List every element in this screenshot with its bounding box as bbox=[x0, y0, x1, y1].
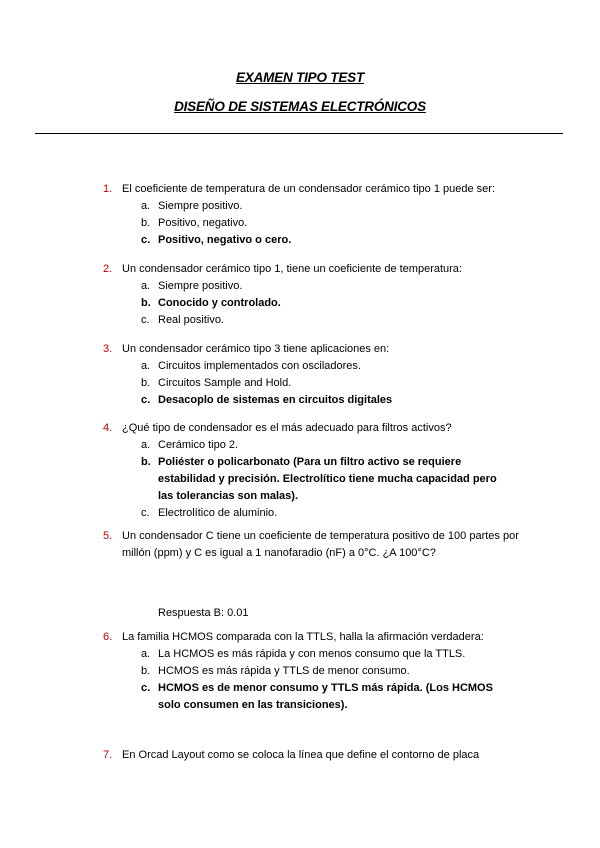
option-a: a. Circuitos implementados con osciladores. bbox=[141, 360, 361, 372]
option-a: a. La HCMOS es más rápida y con menos consumo que la TTLS. bbox=[141, 648, 466, 660]
option-b: b. HCMOS es más rápida y TTLS de menor consumo. bbox=[141, 665, 410, 677]
options-list bbox=[141, 646, 511, 714]
option-a: a. Siempre positivo. bbox=[141, 200, 243, 212]
question-text: En Orcad Layout como se coloca la línea que define el contorno de placa bbox=[122, 749, 480, 761]
option-b: b. Circuitos Sample and Hold. bbox=[141, 377, 292, 389]
question-text: El coeficiente de temperatura de un condensador cerámico tipo 1 puede ser: bbox=[122, 183, 496, 195]
option-a: a. Siempre positivo. bbox=[141, 280, 243, 292]
question-number: 3. bbox=[103, 343, 113, 355]
options-list bbox=[141, 358, 521, 409]
option-b: b. Positivo, negativo. bbox=[141, 217, 248, 229]
question-text: Un condensador cerámico tipo 3 tiene aplicaciones en: bbox=[122, 343, 390, 355]
option-a: a. Cerámico tipo 2. bbox=[141, 439, 239, 451]
option-c: c. Real positivo. bbox=[141, 314, 225, 326]
options-list bbox=[141, 278, 521, 329]
subject-title: DISEÑO DE SISTEMAS ELECTRÓNICOS bbox=[174, 99, 426, 114]
option-b-correct: b. Poliéster o policarbonato (Para un filtro activo se requiere estabilidad y precisión. Electrolítico tiene mucha capacidad pero las tolerancias son malas). bbox=[141, 456, 497, 502]
question-number: 5. bbox=[103, 530, 113, 542]
question-text: ¿Qué tipo de condensador es el más adecuado para filtros activos? bbox=[122, 422, 452, 434]
question-text: La familia HCMOS comparada con la TTLS, halla la afirmación verdadera: bbox=[122, 631, 484, 643]
question-number: 7. bbox=[103, 749, 113, 761]
exam-title: EXAMEN TIPO TEST bbox=[235, 70, 365, 85]
option-c-correct: c. HCMOS es de menor consumo y TTLS más rápida. (Los HCMOS solo consumen en las transiciones). bbox=[141, 682, 493, 711]
question-text: Un condensador C tiene un coeficiente de temperatura positivo de 100 partes por millón (ppm) y C es igual a 1 nanofaradio (nF) a 0°C. ¿A 100°C? bbox=[122, 530, 519, 559]
question-number: 4. bbox=[103, 422, 113, 434]
question-number: 6. bbox=[103, 631, 113, 643]
question-number: 1. bbox=[103, 183, 113, 195]
answer-5: Respuesta B: 0.01 bbox=[158, 607, 249, 619]
option-c-correct: c. Desacoplo de sistemas en circuitos digitales bbox=[141, 394, 393, 406]
header-divider bbox=[35, 133, 563, 134]
options-list bbox=[141, 437, 511, 522]
question-text: Un condensador cerámico tipo 1, tiene un coeficiente de temperatura: bbox=[122, 263, 462, 275]
options-list bbox=[141, 198, 521, 249]
option-b-correct: b. Conocido y controlado. bbox=[141, 297, 281, 309]
option-c: c. Electrolítico de aluminio. bbox=[141, 507, 278, 519]
question-number: 2. bbox=[103, 263, 113, 275]
option-c-correct: c. Positivo, negativo o cero. bbox=[141, 234, 292, 246]
